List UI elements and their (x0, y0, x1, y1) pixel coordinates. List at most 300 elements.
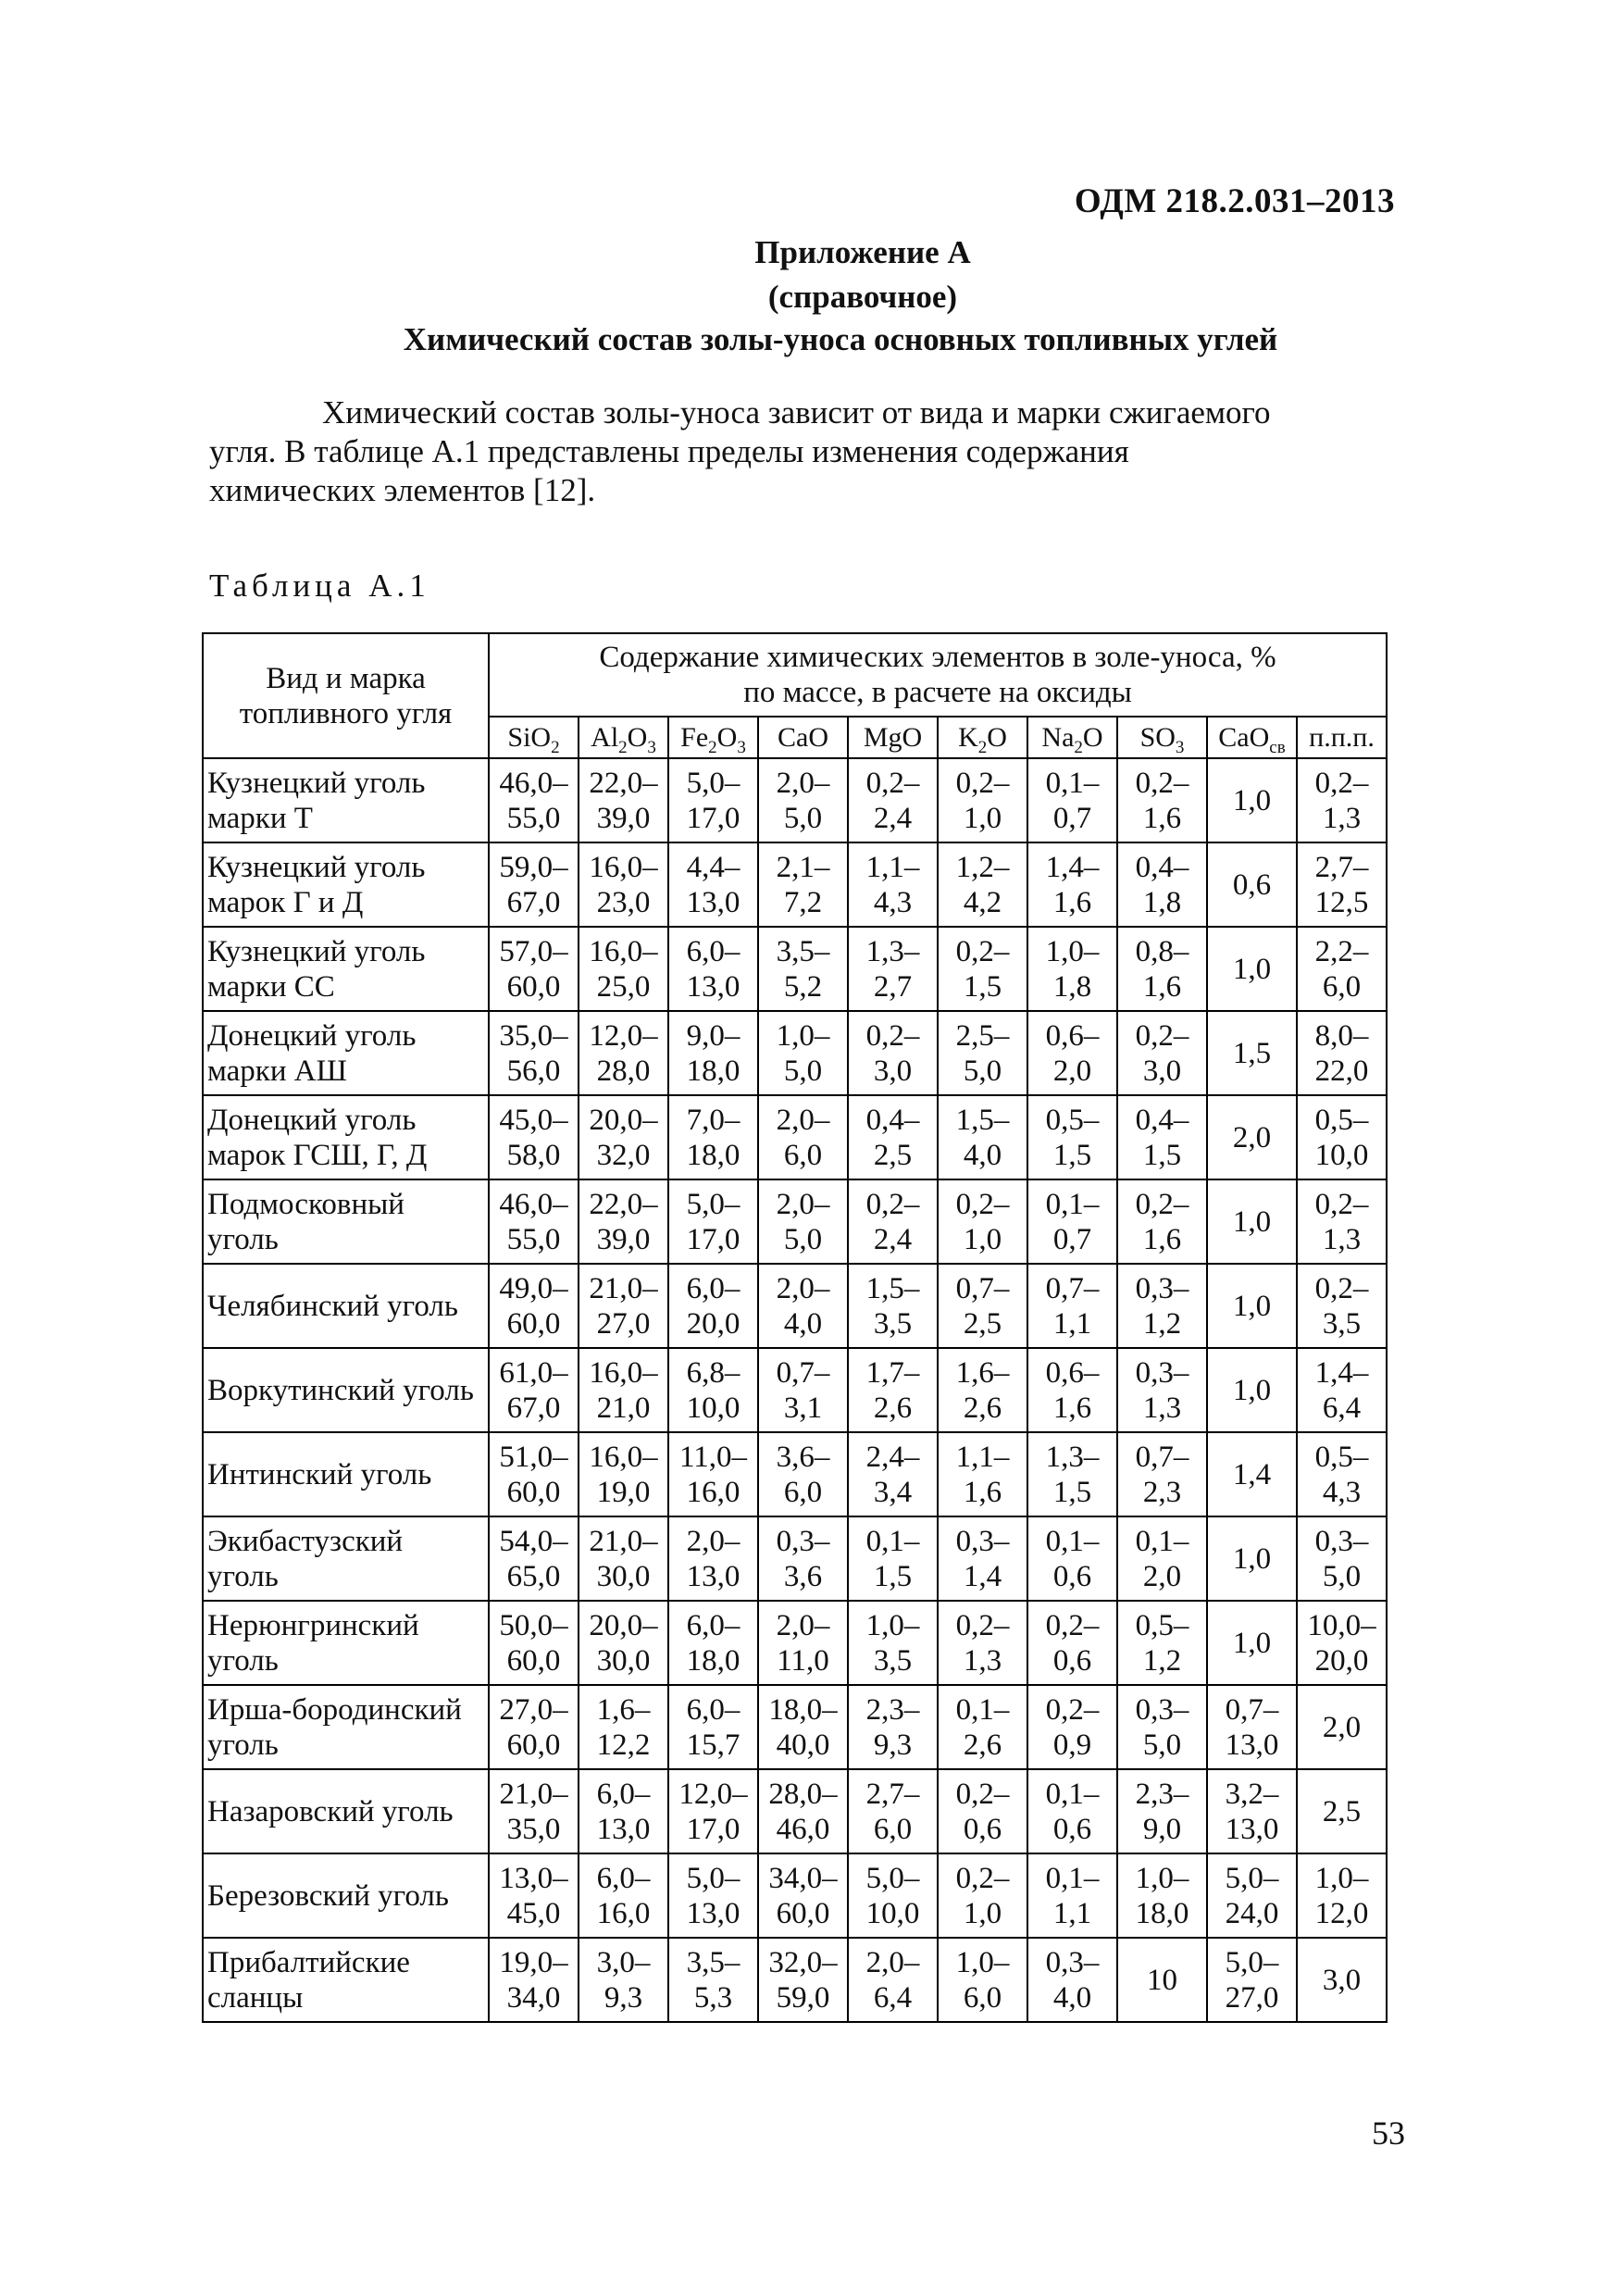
value-line: 0,2– (1045, 1692, 1100, 1727)
value-line: 0,3– (1045, 1945, 1100, 1979)
value-cell (1027, 1179, 1117, 1264)
value-line: 0,2– (1045, 1608, 1100, 1642)
value-line: 27,0 (1225, 1980, 1279, 2015)
value-cell (668, 1179, 758, 1264)
value-line: 0,2– (865, 1018, 920, 1053)
value-line: 0,5– (1314, 1103, 1369, 1137)
value-line: 65,0 (506, 1559, 561, 1593)
value-line: 5,0– (686, 766, 741, 800)
value-line: 1,8 (1142, 885, 1182, 919)
value-line: 10,0 (865, 1896, 920, 1930)
value-cell (758, 1685, 848, 1769)
value-line: 1,5– (865, 1271, 920, 1305)
value-line: 1,6 (1052, 1391, 1092, 1425)
value-cell (848, 1769, 938, 1853)
value-cell (1027, 1685, 1117, 1769)
value-line: 46,0– (499, 766, 568, 800)
value-line: 0,4– (1135, 1103, 1189, 1137)
value-cell (1117, 1685, 1207, 1769)
value-line: 60,0 (776, 1896, 830, 1930)
value-line: 21,0 (596, 1391, 651, 1425)
value-line: 0,2– (1135, 1018, 1189, 1053)
value-line: 2,6 (963, 1728, 1002, 1762)
value-line: 4,0 (783, 1306, 823, 1341)
value-line: 18,0 (686, 1643, 741, 1678)
value-line: 1,6 (963, 1475, 1002, 1509)
value-line: 13,0 (1225, 1728, 1279, 1762)
value-line: 60,0 (506, 1475, 561, 1509)
value-line: 45,0 (506, 1896, 561, 1930)
value-line: 2,0– (776, 1187, 830, 1221)
value-line: 6,0 (783, 1475, 823, 1509)
value-line: 8,0– (1314, 1018, 1369, 1053)
value-line: 18,0 (686, 1138, 741, 1172)
value-cell (1207, 1853, 1297, 1938)
value-line: 11,0 (777, 1643, 829, 1678)
document-code: ОДМ 218.2.031–2013 (1074, 182, 1395, 220)
value-cell (668, 1516, 758, 1601)
value-cell (668, 1853, 758, 1938)
value-cell (758, 1179, 848, 1264)
value-cell (1027, 1264, 1117, 1348)
value-line: 6,4 (873, 1980, 913, 2015)
value-line: 5,0– (1225, 1861, 1279, 1895)
value-line: 35,0– (499, 1018, 568, 1053)
value-line: 0,8– (1135, 934, 1189, 968)
value-cell (489, 1769, 579, 1853)
value-line: 1,3– (1045, 1440, 1100, 1474)
value-line: 3,6 (783, 1559, 823, 1593)
value-cell (489, 927, 579, 1011)
value-cell (489, 1264, 579, 1348)
value-cell (938, 758, 1027, 842)
value-line: 24,0 (1225, 1896, 1279, 1930)
value-line: 1,4 (963, 1559, 1002, 1593)
value-cell (1207, 1011, 1297, 1095)
value-cell (758, 1348, 848, 1432)
value-cell (489, 1011, 579, 1095)
value-line: 6,8– (686, 1355, 741, 1390)
value-line: 61,0– (499, 1355, 568, 1390)
value-line: 34,0 (506, 1980, 561, 2015)
value-cell (489, 1601, 579, 1685)
value-line: 25,0 (596, 969, 651, 1004)
value-cell (758, 927, 848, 1011)
value-line: 0,2– (1314, 1187, 1369, 1221)
value-cell (758, 1769, 848, 1853)
value-line: 60,0 (506, 1306, 561, 1341)
value-line: 0,2– (865, 1187, 920, 1221)
value-cell (1117, 1769, 1207, 1853)
table-row (203, 1853, 1387, 1938)
value-line: 1,0 (963, 1222, 1002, 1256)
value-line: 10,0– (1307, 1608, 1376, 1642)
value-line: 32,0– (768, 1945, 838, 1979)
value-line: 4,4– (686, 850, 741, 884)
value-cell (1117, 1348, 1207, 1432)
value-line: 60,0 (506, 969, 561, 1004)
value-line: 1,5 (873, 1559, 913, 1593)
value-line: 0,6– (1045, 1018, 1100, 1053)
value-line: 4,3 (1322, 1475, 1362, 1509)
column-header-oxide: $Al_2O_3$ (579, 717, 668, 758)
value-cell (1297, 1601, 1387, 1685)
paragraph-line: химических элементов [12]. (209, 472, 596, 508)
value-line: 9,0– (686, 1018, 741, 1053)
value-cell (1117, 1432, 1207, 1516)
value-line: 0,6– (1045, 1355, 1100, 1390)
value-cell (489, 1095, 579, 1179)
page-number: 53 (1372, 2115, 1405, 2152)
value-cell (848, 1938, 938, 2022)
value-cell (579, 1011, 668, 1095)
value-line: 6,0 (873, 1812, 913, 1846)
coal-type-cell (203, 927, 489, 1011)
value-line: 2,0 (1052, 1054, 1092, 1088)
value-line: 2,4– (865, 1440, 920, 1474)
value-cell (1027, 1853, 1117, 1938)
value-line: 3,5 (873, 1643, 913, 1678)
value-line: 1,8 (1052, 969, 1092, 1004)
value-line: 2,0– (776, 1608, 830, 1642)
value-line: 2,5 (873, 1138, 913, 1172)
value-line: 0,1– (1045, 1777, 1100, 1811)
value-cell (848, 1432, 938, 1516)
value-cell (938, 1516, 1027, 1601)
value-line: 1,0 (1232, 1626, 1272, 1660)
value-line: 0,6 (963, 1812, 1002, 1846)
value-cell (489, 758, 579, 842)
value-cell (489, 842, 579, 927)
value-line: 0,9 (1052, 1728, 1092, 1762)
value-cell (1207, 1095, 1297, 1179)
value-line: 1,1– (955, 1440, 1010, 1474)
value-line: 0,2– (1135, 766, 1189, 800)
value-line: 16,0– (589, 1355, 658, 1390)
value-line: 6,0– (686, 1608, 741, 1642)
value-line: 2,0– (776, 766, 830, 800)
value-line: 0,2– (955, 1608, 1010, 1642)
value-line: 1,3 (1322, 801, 1362, 835)
value-line: 3,1 (783, 1391, 823, 1425)
value-cell (848, 1516, 938, 1601)
coal-type-line: уголь (207, 1643, 279, 1678)
value-cell (1207, 1938, 1297, 2022)
coal-type-line: уголь (207, 1559, 279, 1593)
value-cell (579, 1348, 668, 1432)
value-cell (579, 1853, 668, 1938)
value-cell (758, 758, 848, 842)
value-cell (938, 1601, 1027, 1685)
value-line: 5,0 (783, 801, 823, 835)
value-line: 0,3– (955, 1524, 1010, 1558)
header-line: Содержание химических элементов в золе-уноса, % (599, 641, 1276, 674)
value-line: 18,0– (768, 1692, 838, 1727)
value-cell (579, 1685, 668, 1769)
value-line: 0,4– (865, 1103, 920, 1137)
value-cell (668, 842, 758, 927)
value-line: 12,0– (589, 1018, 658, 1053)
table-row (203, 1348, 1387, 1432)
value-cell (579, 927, 668, 1011)
value-cell (848, 1179, 938, 1264)
value-cell (579, 1264, 668, 1348)
value-cell (938, 1095, 1027, 1179)
value-line: 1,0 (1232, 952, 1272, 986)
value-cell (1117, 1264, 1207, 1348)
value-cell (1207, 1432, 1297, 1516)
value-cell (1297, 1264, 1387, 1348)
value-line: 1,3 (1142, 1391, 1182, 1425)
value-cell (938, 1011, 1027, 1095)
coal-type-line: сланцы (207, 1980, 304, 2015)
value-line: 20,0– (589, 1103, 658, 1137)
value-cell (1297, 1011, 1387, 1095)
coal-type-line: Ирша-бородинский (207, 1692, 462, 1727)
value-line: 0,1– (1045, 766, 1100, 800)
value-line: 2,0– (865, 1945, 920, 1979)
value-line: 0,5– (1045, 1103, 1100, 1137)
paragraph-line: Химический состав золы-уноса зависит от вида и марки сжигаемого (322, 394, 1271, 430)
value-line: 13,0 (686, 1896, 741, 1930)
value-line: 13,0– (499, 1861, 568, 1895)
coal-type-cell (203, 1769, 489, 1853)
value-line: 5,0– (686, 1861, 741, 1895)
value-cell (758, 1853, 848, 1938)
appendix-heading: Химический состав золы-уноса основных топливных углей (403, 321, 1278, 357)
value-cell (1117, 1601, 1207, 1685)
value-line: 10 (1147, 1963, 1177, 1997)
value-cell (668, 1685, 758, 1769)
value-line: 16,0 (686, 1475, 741, 1509)
value-line: 1,7– (865, 1355, 920, 1390)
value-line: 3,0 (873, 1054, 913, 1088)
value-cell (1297, 1348, 1387, 1432)
table-row (203, 1685, 1387, 1769)
value-cell (938, 1938, 1027, 2022)
value-line: 22,0– (589, 766, 658, 800)
value-cell (1207, 1264, 1297, 1348)
value-cell (848, 927, 938, 1011)
value-line: 15,7 (686, 1728, 741, 1762)
value-line: 1,2 (1142, 1643, 1182, 1678)
coal-type-cell (203, 1264, 489, 1348)
coal-type-cell (203, 1685, 489, 1769)
value-line: 1,2 (1142, 1306, 1182, 1341)
value-cell (1297, 1938, 1387, 2022)
value-cell (1027, 1348, 1117, 1432)
coal-type-cell (203, 1348, 489, 1432)
value-line: 20,0 (1314, 1643, 1369, 1678)
value-line: 1,1– (865, 850, 920, 884)
intro-paragraph (209, 393, 1413, 510)
value-line: 0,2– (955, 1777, 1010, 1811)
value-line: 1,6 (1142, 1222, 1182, 1256)
value-cell (668, 927, 758, 1011)
value-line: 17,0 (686, 801, 741, 835)
value-line: 0,3– (1135, 1692, 1189, 1727)
value-line: 0,1– (1045, 1861, 1100, 1895)
value-line: 1,3 (1322, 1222, 1362, 1256)
value-cell (848, 758, 938, 842)
value-cell (1027, 1432, 1117, 1516)
value-line: 1,5 (1232, 1036, 1272, 1070)
value-line: 0,1– (1045, 1187, 1100, 1221)
column-header-oxide: $Fe_2O_3$ (668, 717, 758, 758)
value-cell (938, 927, 1027, 1011)
value-cell (1297, 758, 1387, 842)
value-line: 39,0 (596, 801, 651, 835)
value-line: 60,0 (506, 1643, 561, 1678)
value-line: 2,4 (873, 1222, 913, 1256)
value-cell (579, 842, 668, 927)
value-line: 7,2 (783, 885, 823, 919)
value-line: 2,1– (776, 850, 830, 884)
value-cell (758, 1095, 848, 1179)
value-cell (1117, 1179, 1207, 1264)
value-line: 0,6 (1232, 867, 1272, 902)
value-line: 2,7– (865, 1777, 920, 1811)
coal-type-line: Кузнецкий уголь (207, 934, 426, 968)
value-line: 6,0 (963, 1980, 1002, 2015)
value-line: 0,1– (1045, 1524, 1100, 1558)
value-line: 17,0 (686, 1222, 741, 1256)
value-line: 13,0 (686, 969, 741, 1004)
value-cell (1027, 1516, 1117, 1601)
coal-type-cell (203, 1516, 489, 1601)
value-line: 2,6 (963, 1391, 1002, 1425)
value-cell (1117, 1853, 1207, 1938)
table-row (203, 1011, 1387, 1095)
value-cell (668, 1095, 758, 1179)
value-line: 0,2– (955, 1861, 1010, 1895)
coal-type-line: Березовский уголь (207, 1878, 449, 1913)
value-cell (1297, 1179, 1387, 1264)
value-line: 2,6 (873, 1391, 913, 1425)
coal-type-line: Донецкий уголь (207, 1103, 417, 1137)
value-cell (758, 1516, 848, 1601)
table-row (203, 1095, 1387, 1179)
value-line: 4,3 (873, 885, 913, 919)
value-line: 4,2 (963, 885, 1002, 919)
value-cell (1297, 1095, 1387, 1179)
value-line: 2,5– (955, 1018, 1010, 1053)
value-cell (668, 1011, 758, 1095)
value-line: 1,5 (1052, 1475, 1092, 1509)
value-line: 5,0 (783, 1054, 823, 1088)
value-cell (1027, 758, 1117, 842)
value-line: 2,0– (776, 1271, 830, 1305)
value-cell (1117, 1095, 1207, 1179)
value-line: 5,0 (1322, 1559, 1362, 1593)
column-header-oxide: MgO (848, 717, 938, 758)
value-cell (758, 1432, 848, 1516)
value-line: 0,7 (1052, 1222, 1092, 1256)
value-line: 1,5 (1052, 1138, 1092, 1172)
value-line: 3,5– (776, 934, 830, 968)
value-line: 23,0 (596, 885, 651, 919)
value-line: 21,0– (499, 1777, 568, 1811)
column-header-oxide: CaO$_{св}$ (1207, 717, 1297, 758)
value-cell (938, 842, 1027, 927)
value-line: 4,0 (963, 1138, 1002, 1172)
value-line: 2,2– (1314, 934, 1369, 968)
value-line: 3,5 (1322, 1306, 1362, 1341)
value-line: 0,3– (1314, 1524, 1369, 1558)
value-line: 22,0– (589, 1187, 658, 1221)
coal-type-line: марки СС (207, 969, 335, 1004)
value-line: 1,6– (955, 1355, 1010, 1390)
value-line: 0,1– (865, 1524, 920, 1558)
value-line: 59,0 (776, 1980, 830, 2015)
value-line: 13,0 (1225, 1812, 1279, 1846)
value-line: 0,2– (955, 766, 1010, 800)
value-line: 1,0– (1135, 1861, 1189, 1895)
table-row (203, 1769, 1387, 1853)
coal-type-line: Воркутинский уголь (207, 1373, 474, 1407)
value-line: 0,7– (1135, 1440, 1189, 1474)
value-line: 1,0– (776, 1018, 830, 1053)
value-line: 20,0– (589, 1608, 658, 1642)
value-line: 1,0 (1232, 1541, 1272, 1576)
value-line: 5,2 (783, 969, 823, 1004)
value-line: 0,2– (1314, 766, 1369, 800)
value-line: 1,6 (1142, 969, 1182, 1004)
value-cell (1297, 842, 1387, 927)
value-cell (1297, 1685, 1387, 1769)
value-line: 27,0– (499, 1692, 568, 1727)
value-line: 20,0 (686, 1306, 741, 1341)
value-cell (489, 1348, 579, 1432)
value-cell (1207, 758, 1297, 842)
value-line: 1,5 (963, 969, 1002, 1004)
value-cell (938, 1432, 1027, 1516)
value-cell (489, 1853, 579, 1938)
value-line: 0,7– (955, 1271, 1010, 1305)
value-line: 1,0– (865, 1608, 920, 1642)
value-line: 2,0 (1232, 1120, 1272, 1154)
value-line: 56,0 (506, 1054, 561, 1088)
value-line: 5,3 (693, 1980, 733, 2015)
value-cell (1117, 758, 1207, 842)
coal-type-line: Кузнецкий уголь (207, 766, 426, 800)
coal-type-cell (203, 758, 489, 842)
value-cell (1207, 1179, 1297, 1264)
value-line: 0,2– (1135, 1187, 1189, 1221)
coal-type-cell (203, 1011, 489, 1095)
value-line: 3,6– (776, 1440, 830, 1474)
value-cell (1297, 1432, 1387, 1516)
value-line: 0,7– (1045, 1271, 1100, 1305)
value-line: 46,0– (499, 1187, 568, 1221)
value-cell (668, 758, 758, 842)
value-cell (1027, 1769, 1117, 1853)
value-cell (668, 1769, 758, 1853)
value-line: 16,0– (589, 934, 658, 968)
value-cell (668, 1348, 758, 1432)
value-line: 19,0 (596, 1475, 651, 1509)
value-line: 6,0 (783, 1138, 823, 1172)
value-line: 18,0 (1135, 1896, 1189, 1930)
value-cell (938, 1179, 1027, 1264)
value-line: 0,1– (955, 1692, 1010, 1727)
value-line: 5,0 (783, 1222, 823, 1256)
value-cell (489, 1685, 579, 1769)
value-line: 1,0– (1045, 934, 1100, 968)
coal-type-line: Донецкий уголь (207, 1018, 417, 1053)
value-line: 22,0 (1314, 1054, 1369, 1088)
value-cell (848, 1264, 938, 1348)
